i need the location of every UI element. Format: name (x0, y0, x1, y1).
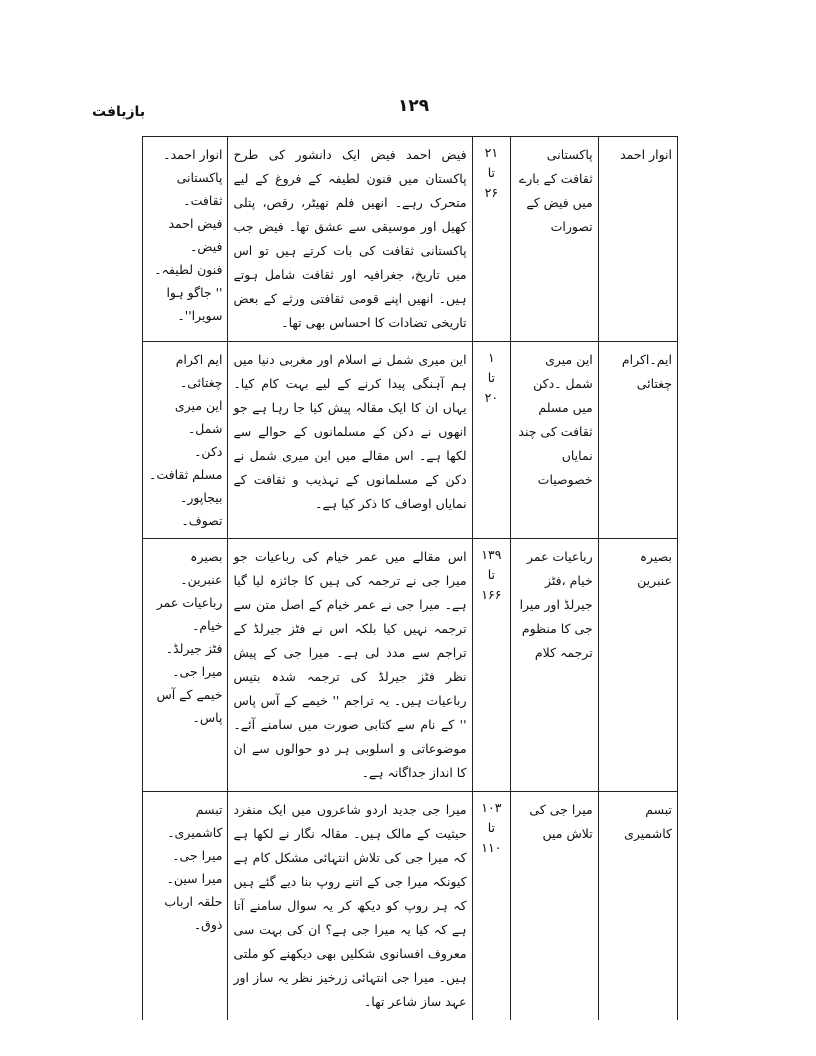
keyword: دکن۔ (194, 444, 223, 459)
page-range-word: تا (487, 370, 496, 385)
page-end: ۱۱۰ (481, 840, 502, 855)
journal-name: بازیافت (92, 104, 146, 120)
page-end: ۱۶۶ (481, 587, 502, 602)
keyword: میرا جی۔ (172, 664, 223, 679)
pages-cell (472, 342, 511, 539)
summary-cell: میرا جی جدید اردو شاعروں میں ایک منفرد حیثیت کے مالک ہیں۔ مقالہ نگار نے لکھا ہے کہ میرا جی کی تلاش انتہائی مشکل کام ہے کیونکہ میرا جی کے اتنے روپ بنا دیے گئے ہیں کہ ہر روپ کو دیکھ کر یہ سوال سامنے آتا ہے کہ کیا یہ میرا جی ہے؟ ان کی بہت سی معروف افسانوی شکلیں بھی دیکھنے کو ملتی ہیں۔ میرا جی انتہائی زرخیز نظر یہ ساز اور عہد ساز شاعر تھا۔ (228, 792, 472, 1021)
keyword: فیض احمد فیض۔ (168, 216, 223, 254)
author-cell: بصیرہ عنبرین (598, 539, 677, 792)
keyword: فٹز جیرلڈ۔ (165, 641, 223, 656)
summary-cell: اس مقالے میں عمر خیام کی رباعیات جو میرا جی نے ترجمہ کی ہیں کا جائزہ لیا گیا ہے۔ میرا جی نے عمر خیام کے اصل متن سے ترجمہ نہیں کیا بلکہ اس نے فٹز جیرلڈ کے تراجم سے مدد لی ہے۔ میرا جی کے پیش نظر فٹز جیرلڈ کی ترجمہ شدہ بتیس رباعیات ہیں۔ یہ تراجم '' خیمے کے آس پاس '' کے نام سے کتابی صورت میں سامنے آئے۔ موضوعاتی و اسلوبی ہر دو حوالوں سے ان کا انداز جداگانہ ہے۔ (228, 539, 472, 792)
page-end: ۲۶ (484, 185, 499, 200)
page-range-word: تا (487, 567, 496, 582)
summary-cell: این میری شمل نے اسلام اور مغربی دنیا میں ہم آہنگی پیدا کرنے کے لیے بہت کام کیا۔ یہاں ان کا ایک مقالہ پیش کیا جا رہا ہے جو انھوں نے دکن کے مسلمانوں کے حوالے سے لکھا ہے۔ اس مقالے میں این میری شمل نے دکن کے مسلمانوں کے تہذیب و ثقافت کے نمایاں اوصاف کا ذکر کیا ہے۔ (228, 342, 472, 539)
page-range-word: تا (487, 820, 496, 835)
author-cell: تبسم کاشمیری (598, 792, 677, 1021)
keyword: ایم اکرام چغتائی۔ (175, 352, 223, 390)
pages-cell (472, 792, 511, 1021)
page-range-word: تا (487, 165, 496, 180)
keyword: رباعیات عمر خیام۔ (156, 595, 223, 633)
keyword: انوار احمد۔ (163, 147, 223, 162)
keyword: بصیرہ عنبرین۔ (180, 549, 223, 587)
page-end: ۲۰ (484, 390, 499, 405)
keyword: پاس۔ (192, 710, 223, 725)
title-cell: این میری شمل ۔دکن میں مسلم ثقافت کی چند نمایاں خصوصیات (511, 342, 598, 539)
table-row (143, 342, 678, 539)
keyword: '' جاگو ہوا سویرا''۔ (166, 285, 223, 323)
keyword: مسلم ثقافت۔ (149, 467, 223, 482)
page-start: ۱۳۹ (481, 547, 502, 562)
summary-cell: فیض احمد فیض ایک دانشور کی طرح پاکستان میں فنون لطیفہ کے فروغ کے لیے متحرک رہے۔ انھیں فلم تھیٹر، رقص، پتلی کھیل اور موسیقی سے عشق تھا۔ فیض جب پاکستانی ثقافت کی بات کرتے ہیں تو اس میں تاریخ، جغرافیہ اور ثقافت شامل ہوتے ہیں۔ انھیں اپنے قومی ثقافتی ورثے کے بعض تاریخی تضادات کا احساس بھی تھا۔ (228, 137, 472, 342)
table-row (143, 539, 678, 792)
table-row (143, 137, 678, 342)
article-index-table (142, 136, 678, 1020)
table-row (143, 792, 678, 1021)
author-cell: ایم۔اکرام چغتائی (598, 342, 677, 539)
keyword: میرا جی۔ میرا سین۔ (166, 848, 223, 886)
page-start: ۱ (488, 350, 495, 365)
title-cell: رباعیات عمر خیام ،فٹز جیرلڈ اور میرا جی کا منظوم ترجمہ کلام (511, 539, 598, 792)
title-cell: میرا جی کی تلاش میں (511, 792, 598, 1021)
pages-cell (472, 539, 511, 792)
keywords-cell (143, 792, 228, 1021)
keyword: پاکستانی ثقافت۔ (176, 170, 223, 208)
author-cell: انوار احمد (598, 137, 677, 342)
keywords-cell (143, 137, 228, 342)
page-number: ۱۲۹ (398, 96, 430, 116)
page-start: ۱۰۳ (481, 800, 502, 815)
keywords-cell (143, 342, 228, 539)
keyword: این میری شمل۔ (174, 398, 223, 436)
keyword: حلقہ ارباب ذوق۔ (164, 894, 223, 932)
keyword: بیجاپور۔ تصوف۔ (180, 490, 223, 528)
title-cell: پاکستانی ثقافت کے بارے میں فیض کے تصورات (511, 137, 598, 342)
keywords-cell (143, 539, 228, 792)
keyword: فنون لطیفہ۔ (154, 262, 223, 277)
page-start: ۲۱ (484, 145, 499, 160)
keyword: تبسم کاشمیری۔ (167, 802, 223, 840)
keyword: خیمے کے آس (156, 687, 223, 702)
pages-cell (472, 137, 511, 342)
